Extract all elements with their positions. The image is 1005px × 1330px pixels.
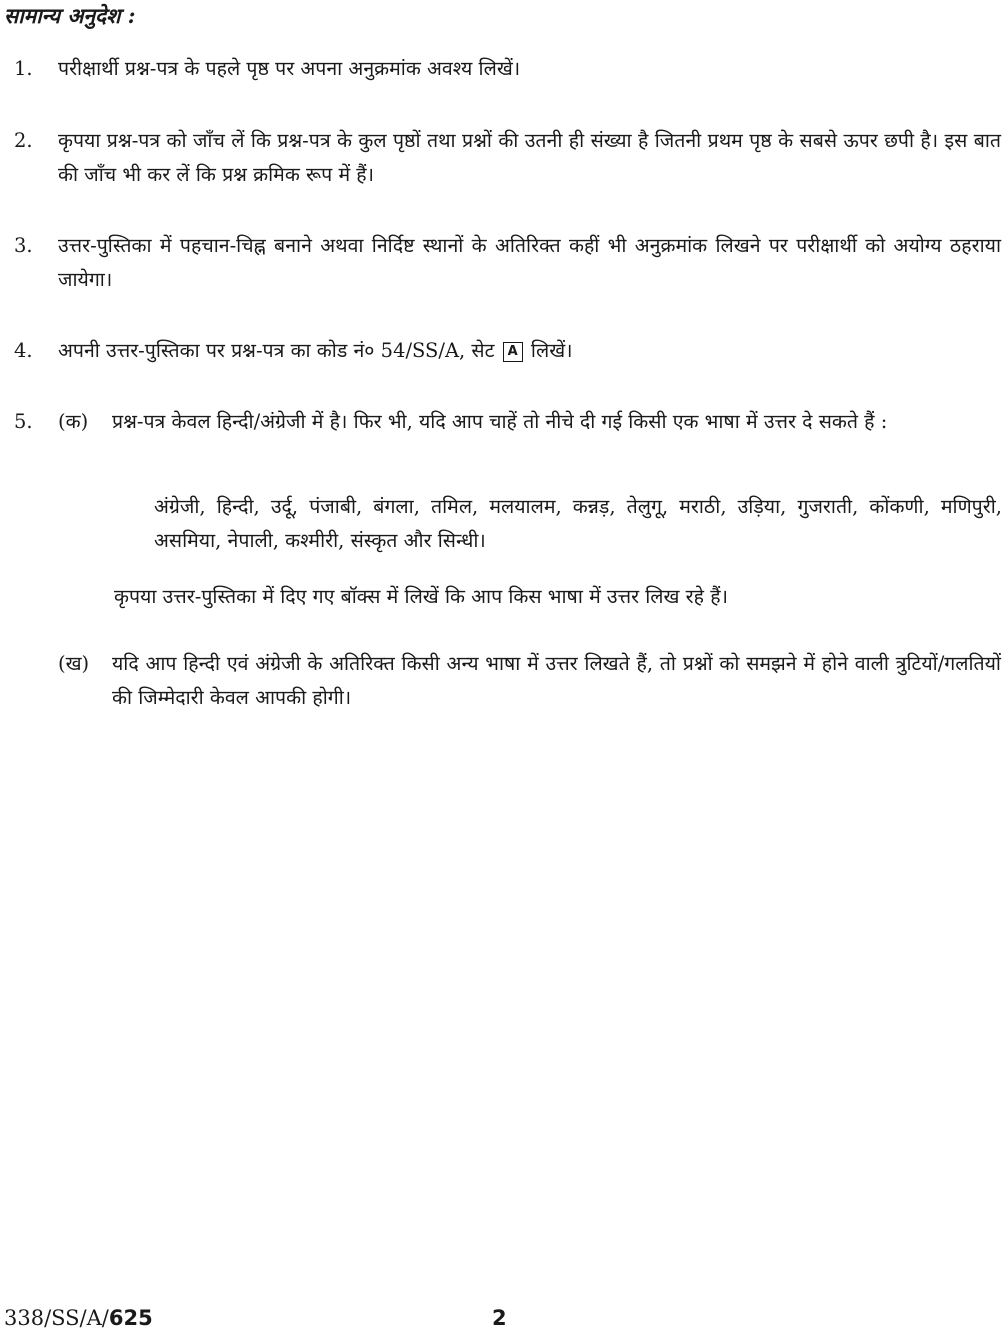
paper-code (4, 1306, 153, 1330)
instruction-3 (0, 229, 1005, 297)
instruction-4-text-after: लिखें। (530, 339, 573, 362)
language-list: अंग्रेजी, हिन्दी, उर्दू, पंजाबी, बंगला, तमिल, मलयालम, कन्नड़, तेलुगू, मराठी, उड़िया, गुजराती, कोंकणी, मणिपुरी, असमिया, नेपाली, कश्मीरी, संस्कृत और सिन्धी। (154, 495, 1002, 552)
sub-item-text: प्रश्न-पत्र केवल हिन्दी/अंग्रेजी में है। फिर भी, यदि आप चाहें तो नीचे दी गई किसी एक भाषा में उत्तर दे सकते हैं : (112, 410, 888, 433)
instruction-4-text-before: अपनी उत्तर-पुस्तिका पर प्रश्न-पत्र का कोड नं० 54/SS/A, सेट (58, 339, 495, 362)
instruction-text: परीक्षार्थी प्रश्न-पत्र के पहले पृष्ठ पर अपना अनुक्रमांक अवश्य लिखें। (58, 57, 521, 80)
section-heading: सामान्य अनुदेश : (4, 3, 136, 28)
instruction-text (58, 334, 1001, 368)
page-number: 2 (492, 1306, 507, 1330)
sub-item-text: यदि आप हिन्दी एवं अंग्रेजी के अतिरिक्त किसी अन्य भाषा में उत्तर लिखते हैं, तो प्रश्नों को समझने में होने वाली त्रुटियों/गलतियों की जिम्मेदारी केवल आपकी होगी। (112, 652, 1001, 709)
instruction-number: 1. (14, 57, 33, 80)
instruction-1 (0, 52, 1005, 86)
instruction-text: कृपया प्रश्न-पत्र को जाँच लें कि प्रश्न-पत्र के कुल पृष्ठों तथा प्रश्नों की उतनी ही संख्या है जितनी प्रथम पृष्ठ के सबसे ऊपर छपी है। इस बात की जाँच भी कर लें कि प्रश्न क्रमिक रूप में हैं। (58, 129, 1001, 186)
sub-item-a (58, 405, 1001, 439)
paper-code-suffix: 625 (108, 1306, 153, 1330)
sub-item-label: (ख) (58, 652, 90, 675)
instruction-2 (0, 124, 1005, 192)
instruction-4 (0, 334, 1005, 368)
sub-item-b (58, 647, 1001, 715)
instruction-number: 5. (14, 410, 33, 433)
instruction-number: 2. (14, 129, 33, 152)
instruction-text: उत्तर-पुस्तिका में पहचान-चिह्न बनाने अथवा निर्दिष्ट स्थानों के अतिरिक्त कहीं भी अनुक्रमांक लिखने पर परीक्षार्थी को अयोग्य ठहराया जायेगा। (58, 234, 1001, 291)
instruction-number: 3. (14, 234, 33, 257)
instruction-number: 4. (14, 339, 33, 362)
language-box-note: कृपया उत्तर-पुस्तिका में दिए गए बॉक्स में लिखें कि आप किस भाषा में उत्तर लिख रहे हैं। (114, 585, 728, 608)
set-box: A (503, 342, 523, 362)
sub-item-label: (क) (58, 410, 89, 433)
paper-code-prefix: 338/SS/A/ (4, 1306, 109, 1330)
